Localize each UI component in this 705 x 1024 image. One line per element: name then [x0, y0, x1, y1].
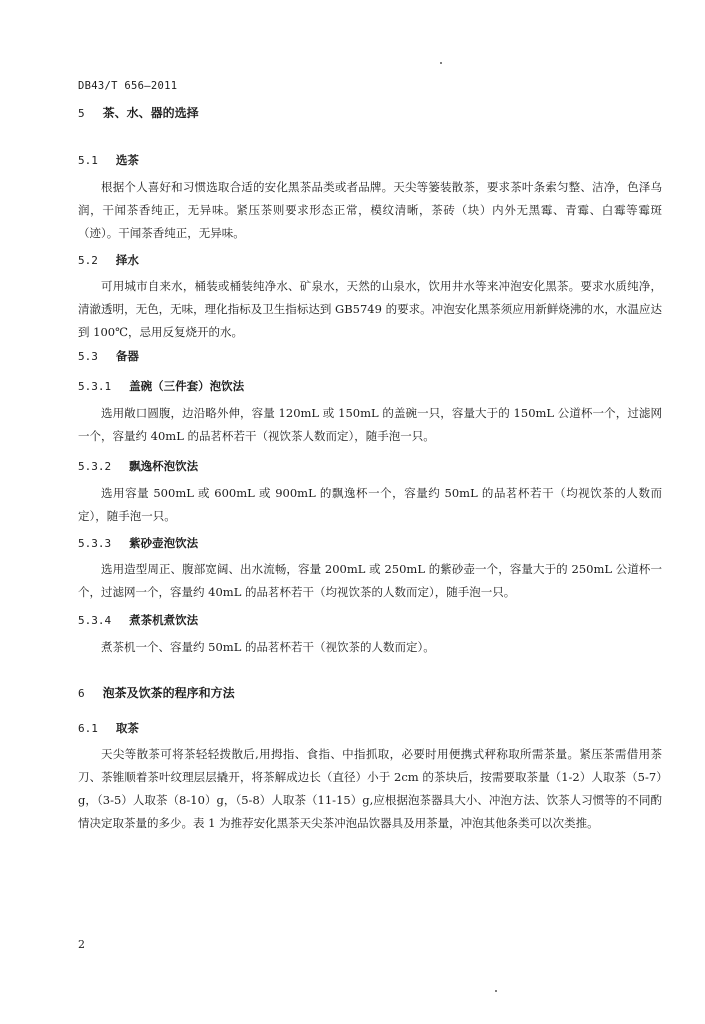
section-title: 茶、水、器的选择 — [102, 106, 199, 120]
section-number: 5 — [78, 107, 85, 120]
section-6-1-paragraph: 天尖等散茶可将茶轻轻拨散后,用拇指、食指、中指抓取，必要时用便携式秤称取所需茶量。紧压茶需借用茶刀、茶锥顺着茶叶纹理层层撬开，将茶解成边长（直径）小于 2cm 的茶块后，按需要取茶量（1-2）人取茶（5-7）g，（3-5）人取茶（8-10）g，（5-8）人取茶（11-15）g,应根据泡茶器具大小、冲泡方法、饮茶人习惯等的不同酌情决定取茶量的多少。表 1 为推荐安化黑茶天尖茶冲泡品饮器具及用茶量，冲泡其他条类可以次类推。 — [78, 747, 662, 830]
section-title: 紫砂壶泡饮法 — [129, 536, 199, 550]
section-6-heading — [78, 684, 235, 701]
section-5-3-1-paragraph: 选用敞口圆腹，边沿略外伸，容量 120mL 或 150mL 的盖碗一只，容量大于的 150mL 公道杯一个，过滤网一个，容量约 40mL 的品茗杯若干（视饮茶人数而定），随手泡一只。 — [78, 406, 662, 443]
section-number: 5.1 — [78, 154, 98, 167]
section-number: 5.3.3 — [78, 537, 112, 550]
section-title: 飘逸杯泡饮法 — [129, 459, 199, 473]
standard-code: DB43/T 656—2011 — [78, 80, 178, 92]
section-6-1-heading — [78, 720, 139, 736]
section-5-3-4-heading — [78, 612, 198, 628]
section-title: 择水 — [115, 253, 139, 267]
section-5-3-4-paragraph: 煮茶机一个、容量约 50mL 的品茗杯若干（视饮茶的人数而定）。 — [101, 640, 435, 654]
section-5-heading — [78, 104, 199, 121]
page-number: 2 — [78, 938, 85, 951]
section-title: 泡茶及饮茶的程序和方法 — [102, 686, 235, 700]
section-5-2-heading — [78, 252, 139, 268]
section-5-3-2-heading — [78, 458, 198, 474]
section-5-3-2-paragraph: 选用容量 500mL 或 600mL 或 900mL 的飘逸杯一个，容量约 50mL 的品茗杯若干（均视饮茶的人数而定），随手泡一只。 — [78, 486, 662, 523]
section-number: 5.3.1 — [78, 380, 112, 393]
section-5-3-1-heading — [78, 378, 244, 394]
section-title: 盖碗（三件套）泡饮法 — [129, 379, 245, 393]
section-5-3-heading — [78, 348, 139, 364]
section-number: 6 — [78, 687, 85, 700]
section-title: 取茶 — [115, 721, 139, 735]
section-5-3-3-paragraph: 选用造型周正、腹部宽阔、出水流畅，容量 200mL 或 250mL 的紫砂壶一个，容量大于的 250mL 公道杯一个，过滤网一个，容量约 40mL 的品茗杯若干（均视饮茶的人数而定），随手泡一只。 — [78, 562, 662, 599]
section-number: 5.2 — [78, 254, 98, 267]
section-number: 6.1 — [78, 722, 98, 735]
section-5-1-heading — [78, 152, 139, 168]
section-number: 5.3 — [78, 350, 98, 363]
section-number: 5.3.2 — [78, 460, 112, 473]
section-title: 煮茶机煮饮法 — [129, 613, 199, 627]
section-title: 备器 — [115, 349, 139, 363]
section-5-2-paragraph: 可用城市自来水，桶装或桶装纯净水、矿泉水，天然的山泉水，饮用井水等来冲泡安化黑茶。要求水质纯净，清澈透明，无色，无味，理化指标及卫生指标达到 GB5749 的要求。冲泡安化黑茶须应用新鲜烧沸的水，水温应达到 100℃，忌用反复烧开的水。 — [78, 279, 662, 339]
scan-speck — [495, 990, 497, 992]
section-5-1-paragraph: 根据个人喜好和习惯选取合适的安化黑茶品类或者品牌。天尖等篓装散茶，要求茶叶条索匀整、洁净，色泽乌润，干闻茶香纯正，无异味。紧压茶则要求形态正常，模纹清晰，茶砖（块）内外无黑霉、青霉、白霉等霉斑（迹）。干闻茶香纯正，无异味。 — [78, 180, 662, 240]
section-title: 选茶 — [115, 153, 139, 167]
section-number: 5.3.4 — [78, 614, 112, 627]
scan-speck — [440, 62, 442, 64]
section-5-3-3-heading — [78, 535, 198, 551]
